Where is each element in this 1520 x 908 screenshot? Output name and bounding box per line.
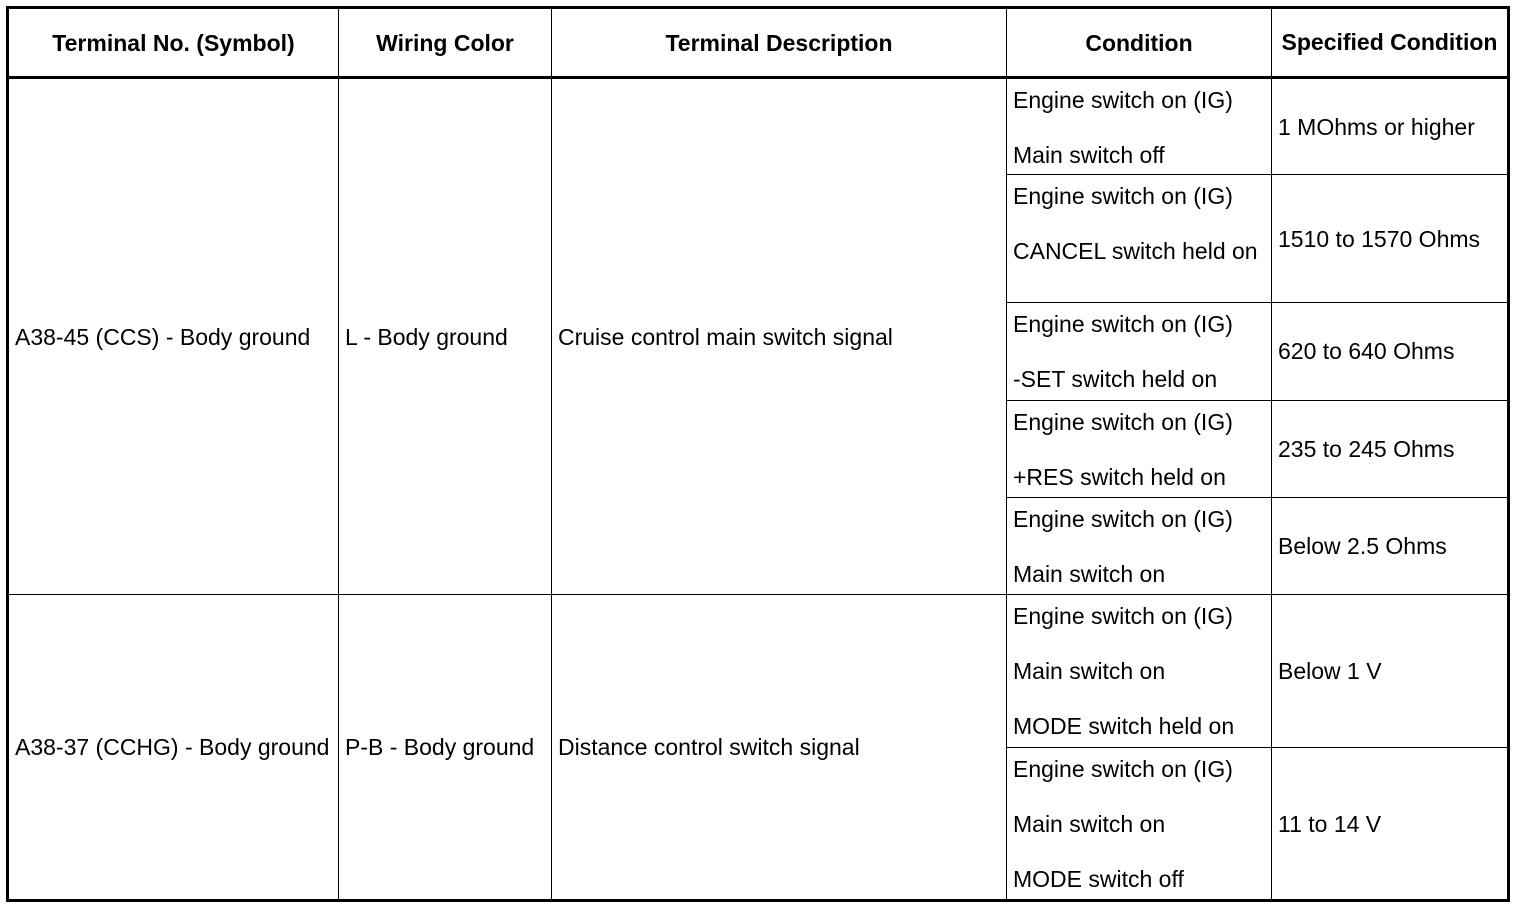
condition-cell [1007, 748, 1272, 901]
header-condition: Condition [1007, 8, 1272, 78]
description-cell: Distance control switch signal [552, 595, 1007, 901]
description-cell: Cruise control main switch signal [552, 78, 1007, 595]
condition-cell [1007, 498, 1272, 595]
condition-line: -SET switch held on [1013, 366, 1218, 393]
header-specified-condition: Specified Condition [1272, 8, 1509, 78]
table-row [8, 595, 1509, 748]
wiring-color-cell: P-B - Body ground [339, 595, 552, 901]
condition-line: Engine switch on (IG) [1013, 87, 1233, 113]
condition-cell [1007, 78, 1272, 175]
condition-line: CANCEL switch held on [1013, 238, 1258, 265]
terminal-cell: A38-37 (CCHG) - Body ground [8, 595, 339, 901]
condition-line: Engine switch on (IG) [1013, 311, 1233, 338]
specified-condition-cell: 11 to 14 V [1272, 748, 1509, 901]
table-row [8, 78, 1509, 175]
condition-line: +RES switch held on [1013, 463, 1226, 490]
specified-condition-cell: 1510 to 1570 Ohms [1272, 175, 1509, 303]
condition-cell [1007, 400, 1272, 497]
specified-condition-cell: 235 to 245 Ohms [1272, 400, 1509, 497]
condition-line: Engine switch on (IG) [1013, 506, 1233, 533]
condition-line: Engine switch on (IG) [1013, 408, 1233, 435]
specified-condition-cell: 620 to 640 Ohms [1272, 303, 1509, 400]
condition-line: Main switch off [1013, 142, 1165, 168]
header-row [8, 8, 1509, 78]
terminal-spec-table [6, 6, 1510, 902]
header-terminal-description: Terminal Description [552, 8, 1007, 78]
condition-line: MODE switch off [1013, 866, 1184, 893]
specified-condition-cell: 1 MOhms or higher [1272, 78, 1509, 175]
condition-line: Engine switch on (IG) [1013, 603, 1233, 630]
condition-line: Engine switch on (IG) [1013, 756, 1233, 783]
condition-line: Main switch on [1013, 658, 1166, 685]
condition-cell [1007, 595, 1272, 748]
condition-line: Engine switch on (IG) [1013, 183, 1233, 210]
specified-condition-cell: Below 2.5 Ohms [1272, 498, 1509, 595]
header-wiring-color: Wiring Color [339, 8, 552, 78]
terminal-cell: A38-45 (CCS) - Body ground [8, 78, 339, 595]
wiring-color-cell: L - Body ground [339, 78, 552, 595]
condition-line: MODE switch held on [1013, 713, 1235, 740]
condition-cell [1007, 175, 1272, 303]
header-terminal-no: Terminal No. (Symbol) [8, 8, 339, 78]
condition-line: Main switch on [1013, 811, 1166, 838]
condition-cell [1007, 303, 1272, 400]
condition-line: Main switch on [1013, 561, 1166, 588]
specified-condition-cell: Below 1 V [1272, 595, 1509, 748]
